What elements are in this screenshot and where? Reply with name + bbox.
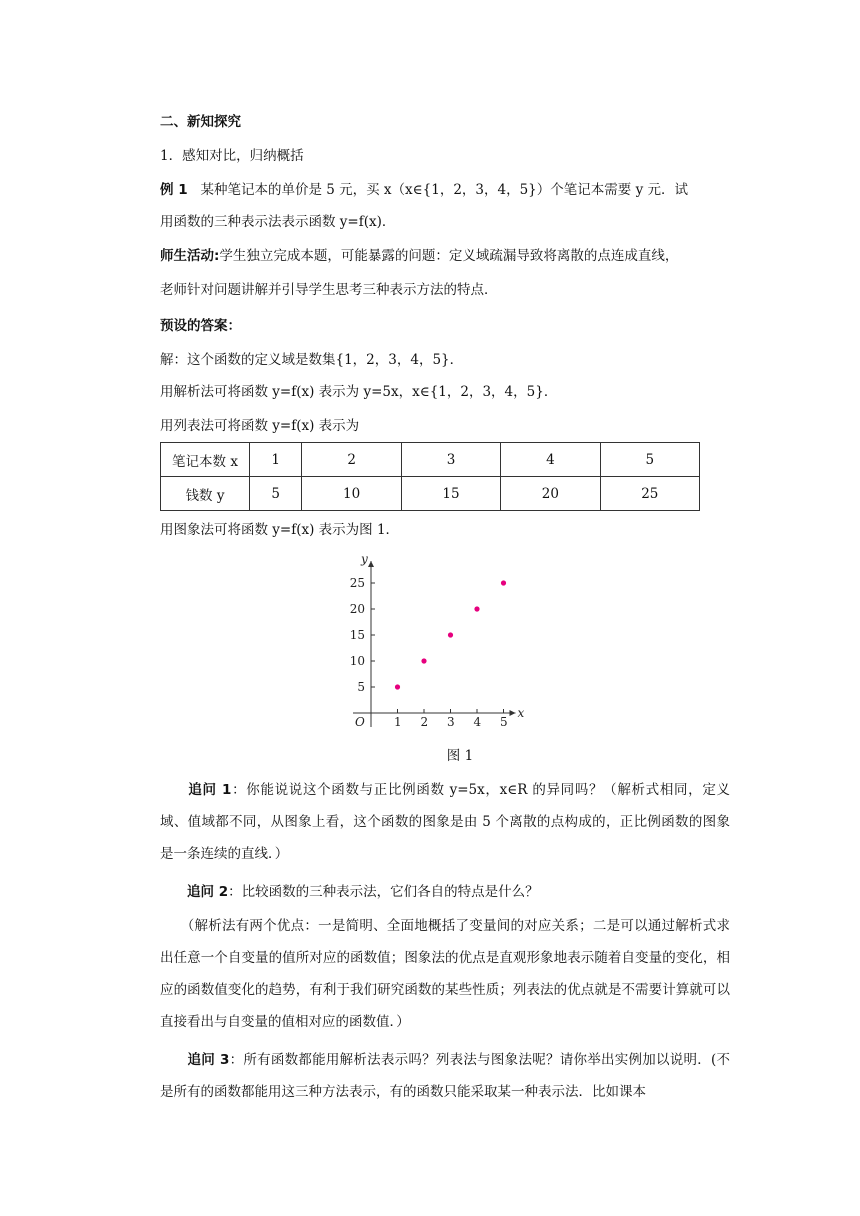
table-cell: 5 [600,443,699,477]
table-cell: 3 [401,443,500,477]
table-cell: 4 [501,443,600,477]
table-header-x: 笔记本数 x [161,443,250,477]
solution-line-4: 用图象法可将函数 y=f(x) 表示为图 1． [160,522,400,538]
y-tick-label: 5 [357,680,365,694]
figure-caption: 图 1 [446,748,474,764]
example-line-2: 用函数的三种表示法表示函数 y=f(x)． [160,214,396,230]
solution-line-1: 解：这个函数的定义域是数集{1，2，3，4，5}． [160,352,464,368]
table-cell: 20 [501,477,600,511]
activity-label: 师生活动: [160,248,220,264]
solution-line-2: 用解析法可将函数 y=f(x) 表示为 y=5x，x∈{1，2，3，4，5}． [160,384,558,400]
table-row [161,477,700,511]
question-2-label: 追问 2 [187,884,229,900]
sub-title: 1．感知对比，归纳概括 [160,148,304,164]
example-line-1 [160,180,688,200]
question-1 [160,774,730,870]
data-point [474,606,479,611]
question-3-text: ：所有函数都能用解析法表示吗？列表法与图象法呢？请你举出实例加以说明．(不是所有的函数都能用这三种方法表示，有的函数只能采取某一种表示法．比如课本 [160,1052,731,1100]
table-cell: 5 [250,477,302,511]
data-point [421,658,426,663]
data-point [501,580,506,585]
y-tick-label: 10 [349,654,365,668]
x-tick-label: 2 [420,715,429,729]
x-tick-label: 1 [394,715,402,729]
question-1-text: ：你能说说这个函数与正比例函数 y=5x，x∈R 的异同吗？（解析式相同，定义域、值域都不同，从图象上看，这个函数的图象是由 5 个离散的点构成的，正比例函数的图象是一条连续的直线．） [160,782,731,862]
x-tick-label: 4 [473,715,482,729]
data-point [395,684,400,689]
table-cell: 10 [302,477,401,511]
table-cell: 2 [302,443,401,477]
origin-label: O [355,715,365,729]
question-1-label: 追问 1 [188,782,232,798]
y-tick-label: 25 [349,576,365,590]
scatter-chart [343,553,533,733]
question-3 [160,1044,730,1108]
table-cell: 25 [600,477,699,511]
y-axis-label: y [361,553,368,566]
y-axis-arrow [368,561,374,567]
section-title: 二、新知探究 [160,114,241,130]
table-row [161,443,700,477]
activity-line-1 [160,246,678,266]
question-2-answer-text: （解析法有两个优点：一是简明、全面地概括了变量间的对应关系；二是可以通过解析式求出任意一个自变量的值所对应的函数值；图象法的优点是直观形象地表示随着自变量的变化，相应的函数值变化的趋势，有利于我们研究函数的某些性质；列表法的优点就是不需要计算就可以直接看出与自变量的值相对应的函数值．） [160,918,731,1030]
data-point [448,632,453,637]
activity-line-2: 老师针对问题讲解并引导学生思考三种表示方法的特点． [160,282,498,298]
x-axis-arrow [510,710,516,716]
solution-line-3: 用列表法可将函数 y=f(x) 表示为 [160,418,360,434]
question-2-text: ：比较函数的三种表示法，它们各自的特点是什么？ [228,884,539,900]
value-table [160,442,700,511]
x-tick-label: 5 [500,715,508,729]
question-3-label: 追问 3 [187,1052,230,1068]
x-tick-label: 3 [447,715,455,729]
activity-text-1: 学生独立完成本题，可能暴露的问题：定义域疏漏导致将离散的点连成直线， [219,248,679,264]
table-header-y: 钱数 y [161,477,250,511]
question-2 [160,876,730,908]
x-axis-label: x [517,706,525,720]
preset-label: 预设的答案： [160,318,241,334]
table-cell: 1 [250,443,302,477]
question-2-answer [160,910,730,1038]
y-tick-label: 20 [349,602,365,616]
y-tick-label: 15 [349,628,365,642]
example-label: 例 1 [160,182,188,198]
example-text-1: 某种笔记本的单价是 5 元，买 x（x∈{1，2，3，4，5}）个笔记本需要 y 元．试 [200,182,688,198]
table-cell: 15 [401,477,500,511]
